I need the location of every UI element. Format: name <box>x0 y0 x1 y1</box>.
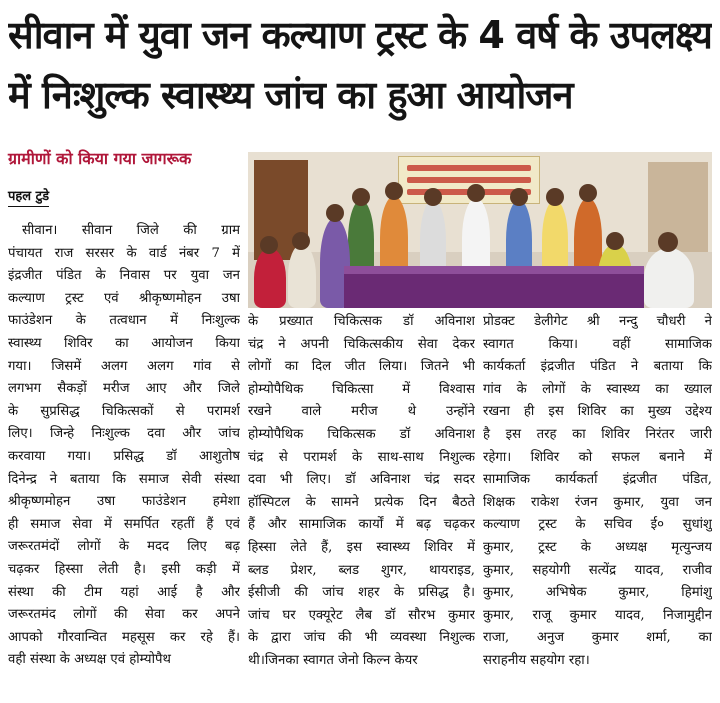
article-column-3 <box>483 311 712 673</box>
photo-person <box>254 248 286 308</box>
photo-person <box>288 244 316 308</box>
article-line: इंद्रजीत पंडित के निवास पर युवा जन <box>8 268 240 284</box>
article-column-2 <box>248 311 475 673</box>
article-line: कुमार, अभिषेक कुमार, हिमांशु <box>483 585 712 601</box>
photo-person <box>644 248 694 308</box>
photo-person-head <box>510 188 528 206</box>
article-line: के सुप्रसिद्ध चिकित्सकों से परामर्श <box>8 403 240 419</box>
article-line: है इस तरह का शिविर निरंतर जारी <box>483 426 712 442</box>
article-line: होम्योपैथिक चिकित्सा में विश्वास <box>248 381 475 397</box>
article-line: रखना ही इस शिविर का मुख्य उद्देश्य <box>483 404 712 420</box>
article-line: के प्रख्यात चिकित्सक डॉ अविनाश <box>248 314 475 329</box>
article-line: दिनेन्द्र ने बताया कि समाज सेवी संस्था <box>8 471 240 487</box>
article-line: सामाजिक कार्यकर्ता इंद्रजीत पंडित, <box>483 472 712 488</box>
article-line: सराहनीय सहयोग रहा। <box>483 652 590 668</box>
photo-window <box>648 162 708 252</box>
article-line: लिए। जिन्हे निःशुल्क दवा और जांच <box>8 426 240 442</box>
article-line: दवा भी लिए। डॉ अविनाश चंद्र सदर <box>248 472 475 488</box>
article-line: संस्था की टीम यहां आई है और <box>8 584 240 600</box>
byline: पहल टुडे <box>8 186 49 207</box>
article-line: आपको गौरवान्वित महसूस कर रहे हैं। <box>8 629 240 645</box>
photo-person-head <box>326 204 344 222</box>
article-line: स्वास्थ्य शिविर का आयोजन किया <box>8 335 240 351</box>
article-line: करवाया गया। प्रसिद्ध डॉ आशुतोष <box>8 448 240 464</box>
article-line: कुमार, ट्रस्ट के अध्यक्ष मृत्युन्जय <box>483 539 712 555</box>
article-line: होम्योपैथिक चिकित्सक डॉ अविनाश <box>248 426 475 442</box>
article-line: हॉस्पिटल के सामने प्रत्येक दिन बैठते <box>248 494 475 510</box>
article-line: चढ़कर हिस्सा लेती है। इसी कड़ी में <box>8 561 240 577</box>
article-line: चंद्र ने अपनी चिकित्सकीय सेवा देकर <box>248 336 475 352</box>
headline-line-1: सीवान में युवा जन कल्याण ट्रस्ट के 4 वर्ष के उपलक्ष्य <box>8 13 712 57</box>
article-line: शिक्षक राकेश रंजन कुमार, युवा जन <box>483 494 712 510</box>
article-line: लगभग सैकड़ों मरीज आए और जिले <box>8 381 240 397</box>
article-line: स्वागत किया। वहीं सामाजिक <box>483 336 712 352</box>
photo-person-head <box>467 184 485 202</box>
photo-person-head <box>546 188 564 206</box>
article-line: ईसीजी की जांच शहर के प्रसिद्ध है। <box>248 585 475 601</box>
photo-person-head <box>385 182 403 200</box>
article-line: पंचायत राज सरसर के वार्ड नंबर 7 में <box>8 245 240 261</box>
article-column-1 <box>8 220 240 672</box>
article-line: कल्याण ट्रस्ट एवं श्रीकृष्णमोहन उषा <box>8 290 240 306</box>
article-line: वही संस्था के अध्यक्ष एवं होम्योपैथ <box>8 652 171 668</box>
photo-person-head <box>424 188 442 206</box>
photo-person-head <box>292 232 310 250</box>
photo-person-head <box>658 232 678 252</box>
article-line: गांव के लोगों के स्वास्थ्य का ख्याल <box>483 381 712 397</box>
photo-table <box>344 274 644 308</box>
subheadline: ग्रामीणों को किया गया जागरूक <box>8 149 192 168</box>
article-line: रखने वाले मरीज थे उन्होंने <box>248 404 475 420</box>
article-line: प्रोडक्ट डेलीगेट श्री नन्दु चौधरी ने <box>483 314 712 329</box>
article-line: हिस्सा लेते हैं, इस स्वास्थ्य शिविर में <box>248 539 475 555</box>
article-line: हैं और सामाजिक कार्यों में बढ़ चढ़कर <box>248 517 475 533</box>
headline-line-2: में निःशुल्क स्वास्थ्य जांच का हुआ आयोजन <box>8 73 573 117</box>
article-line: कुमार, सहयोगी सत्येंद्र यादव, राजीव <box>483 562 712 578</box>
article-line: रहेगा। शिविर को सफल बनाने में <box>483 449 712 465</box>
article-line: कार्यकर्ता इंद्रजीत पंडित ने बताया कि <box>483 359 712 375</box>
article-line: ब्लड प्रेशर, ब्लड शुगर, थायराइड, <box>248 562 475 578</box>
article-line: ही समाज सेवा में समर्पित रहतीं हैं एवं <box>8 516 240 532</box>
article-line: सीवान। सीवान जिले की ग्राम <box>22 223 240 238</box>
article-line: कल्याण ट्रस्ट के सचिव ई० सुधांशु <box>483 517 712 533</box>
article-line: थी।जिनका स्वागत जेनो किल्न केयर <box>248 652 418 668</box>
article-line: जरूरतमंद लोगों की सेवा कर अपने <box>8 607 240 623</box>
article-line: राजा, अनुज कुमार शर्मा, का <box>483 630 712 646</box>
article-line: के द्वारा जांच की भी व्यवस्था निशुल्क <box>248 630 475 646</box>
news-photo <box>248 152 712 308</box>
article-line: लोगों का दिल जीत लिया। जितने भी <box>248 359 475 375</box>
article-line: जरूरतमंदों लोगों के मदद लिए बढ़ <box>8 539 240 555</box>
article-line: जांच घर एक्यूरेट लैब डॉ सौरभ कुमार <box>248 607 475 623</box>
photo-person-head <box>260 236 278 254</box>
photo-person-head <box>579 184 597 202</box>
article-line: कुमार, राजू कुमार यादव, निजामुद्दीन <box>483 607 712 623</box>
photo-person-head <box>606 232 624 250</box>
article-line: फाउंडेशन के तत्वधान में निःशुल्क <box>8 313 240 329</box>
article-line: चंद्र से परामर्श के साथ-साथ निशुल्क <box>248 449 475 465</box>
article-line: श्रीकृष्णमोहन उषा फाउंडेशन हमेशा <box>8 494 240 510</box>
photo-person-head <box>352 188 370 206</box>
article-line: गया। जिसमें अलग अलग गांव से <box>8 358 240 374</box>
